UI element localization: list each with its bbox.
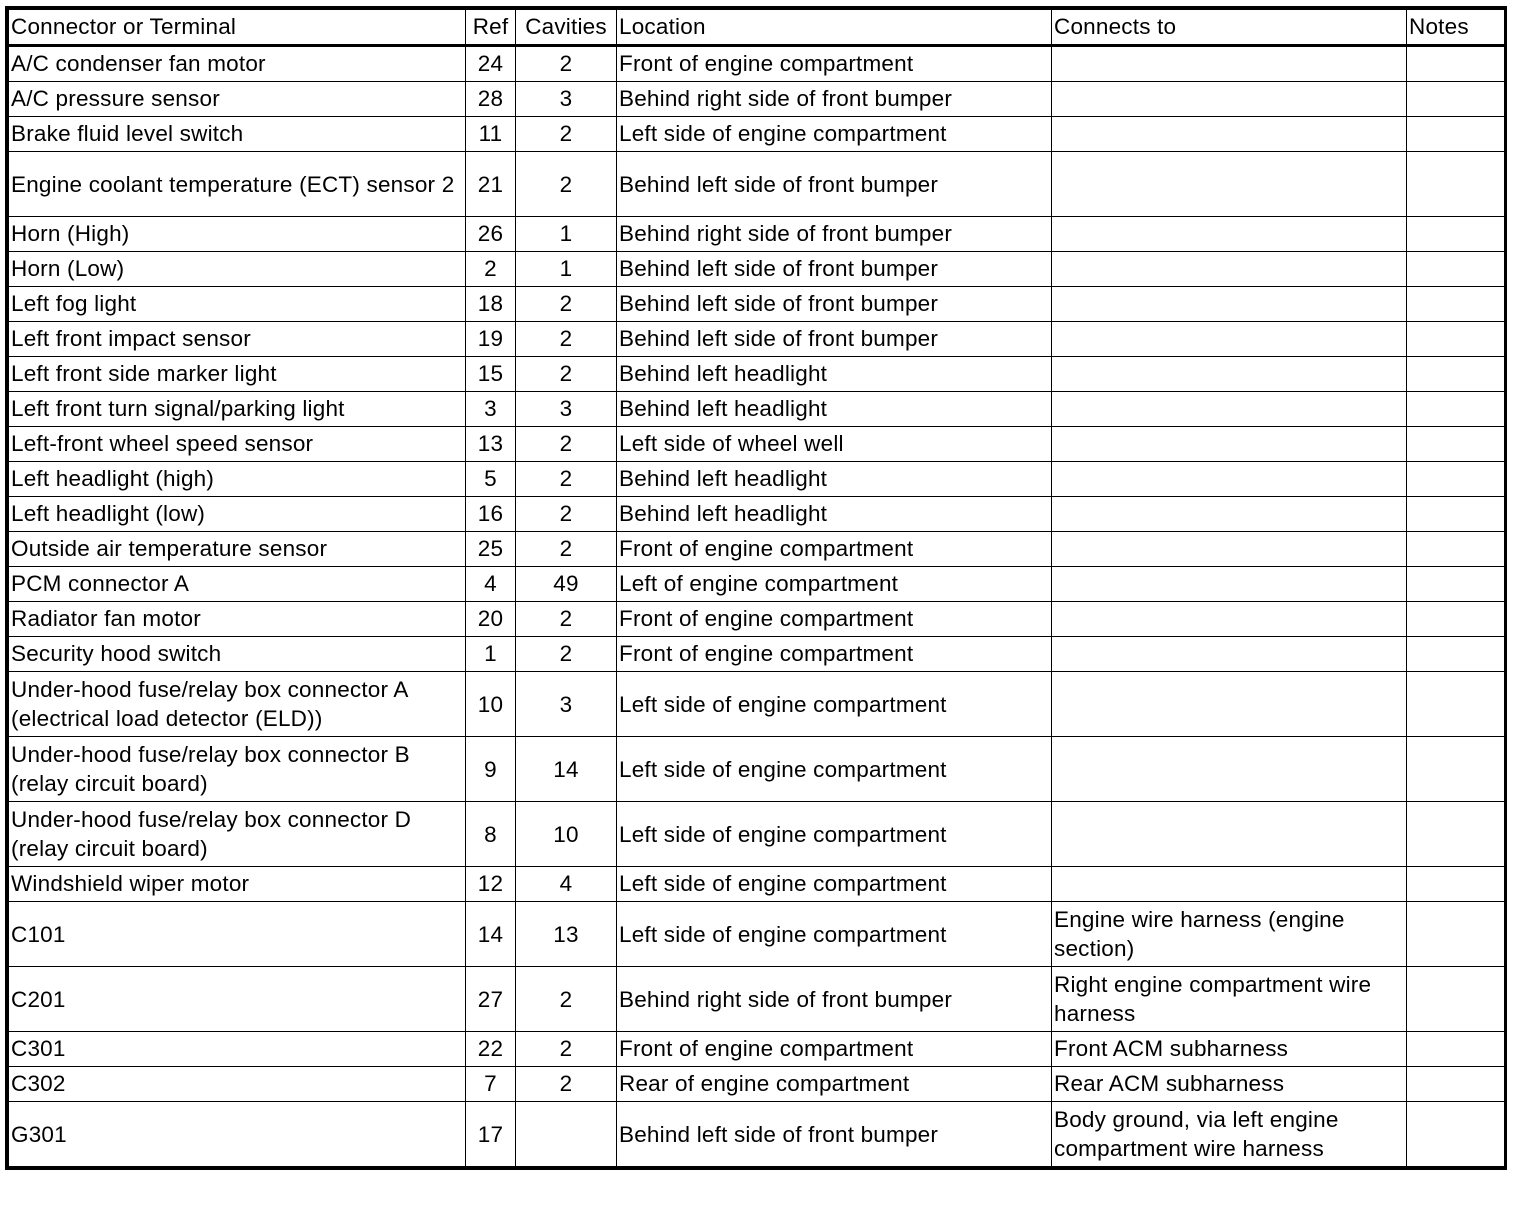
cell-notes	[1407, 82, 1505, 117]
cell-location: Behind left side of front bumper	[617, 1102, 1052, 1167]
cell-ref: 2	[466, 252, 516, 287]
header-ref: Ref	[466, 10, 516, 46]
cell-connector: C302	[9, 1067, 466, 1102]
cell-ref: 10	[466, 672, 516, 737]
cell-location: Rear of engine compartment	[617, 1067, 1052, 1102]
cell-connects-to	[1052, 152, 1407, 217]
cell-cavities: 14	[516, 737, 617, 802]
cell-connector: Left headlight (low)	[9, 497, 466, 532]
cell-cavities: 4	[516, 867, 617, 902]
cell-location: Left side of engine compartment	[617, 672, 1052, 737]
cell-connects-to	[1052, 46, 1407, 82]
cell-notes	[1407, 497, 1505, 532]
cell-connector: Left headlight (high)	[9, 462, 466, 497]
cell-location: Front of engine compartment	[617, 532, 1052, 567]
table-row	[9, 802, 1505, 867]
cell-connector: A/C condenser fan motor	[9, 46, 466, 82]
cell-connects-to	[1052, 802, 1407, 867]
cell-connector: Left-front wheel speed sensor	[9, 427, 466, 462]
cell-notes	[1407, 532, 1505, 567]
cell-ref: 20	[466, 602, 516, 637]
connector-table-frame	[5, 6, 1507, 1170]
cell-connector: C201	[9, 967, 466, 1032]
cell-ref: 7	[466, 1067, 516, 1102]
table-row	[9, 737, 1505, 802]
cell-notes	[1407, 1067, 1505, 1102]
table-row	[9, 357, 1505, 392]
cell-location: Left side of wheel well	[617, 427, 1052, 462]
cell-notes	[1407, 117, 1505, 152]
cell-ref: 15	[466, 357, 516, 392]
cell-connects-to: Rear ACM subharness	[1052, 1067, 1407, 1102]
cell-notes	[1407, 322, 1505, 357]
cell-connector: Engine coolant temperature (ECT) sensor 2	[9, 152, 466, 217]
header-row	[9, 10, 1505, 46]
cell-cavities: 49	[516, 567, 617, 602]
cell-notes	[1407, 392, 1505, 427]
cell-location: Left side of engine compartment	[617, 117, 1052, 152]
cell-ref: 21	[466, 152, 516, 217]
cell-ref: 14	[466, 902, 516, 967]
cell-connects-to	[1052, 602, 1407, 637]
cell-connects-to	[1052, 637, 1407, 672]
cell-cavities: 2	[516, 46, 617, 82]
table-row	[9, 602, 1505, 637]
cell-connector: Left front turn signal/parking light	[9, 392, 466, 427]
cell-location: Behind left side of front bumper	[617, 287, 1052, 322]
cell-connects-to	[1052, 427, 1407, 462]
cell-connector: A/C pressure sensor	[9, 82, 466, 117]
cell-cavities: 3	[516, 392, 617, 427]
cell-cavities: 2	[516, 152, 617, 217]
cell-connects-to	[1052, 357, 1407, 392]
cell-connector: C101	[9, 902, 466, 967]
table-row	[9, 1067, 1505, 1102]
cell-location: Front of engine compartment	[617, 637, 1052, 672]
connector-table	[8, 9, 1505, 1167]
table-row	[9, 637, 1505, 672]
cell-connects-to	[1052, 497, 1407, 532]
cell-ref: 27	[466, 967, 516, 1032]
cell-connector: PCM connector A	[9, 567, 466, 602]
table-row	[9, 427, 1505, 462]
cell-notes	[1407, 672, 1505, 737]
cell-cavities: 2	[516, 462, 617, 497]
table-row	[9, 902, 1505, 967]
cell-cavities: 2	[516, 497, 617, 532]
cell-notes	[1407, 252, 1505, 287]
cell-cavities: 2	[516, 117, 617, 152]
cell-connects-to: Right engine compartment wire harness	[1052, 967, 1407, 1032]
cell-notes	[1407, 427, 1505, 462]
cell-notes	[1407, 567, 1505, 602]
cell-notes	[1407, 357, 1505, 392]
cell-cavities: 2	[516, 967, 617, 1032]
cell-ref: 8	[466, 802, 516, 867]
table-row	[9, 532, 1505, 567]
cell-notes	[1407, 287, 1505, 322]
cell-connects-to	[1052, 672, 1407, 737]
cell-ref: 3	[466, 392, 516, 427]
table-row	[9, 967, 1505, 1032]
cell-connector: Windshield wiper motor	[9, 867, 466, 902]
cell-ref: 28	[466, 82, 516, 117]
cell-cavities: 3	[516, 672, 617, 737]
cell-cavities: 3	[516, 82, 617, 117]
cell-ref: 19	[466, 322, 516, 357]
cell-ref: 22	[466, 1032, 516, 1067]
cell-cavities	[516, 1102, 617, 1167]
cell-connector: Left fog light	[9, 287, 466, 322]
cell-location: Behind left headlight	[617, 357, 1052, 392]
cell-notes	[1407, 637, 1505, 672]
cell-cavities: 2	[516, 1032, 617, 1067]
table-row	[9, 497, 1505, 532]
cell-cavities: 2	[516, 287, 617, 322]
table-row	[9, 287, 1505, 322]
cell-location: Behind left headlight	[617, 392, 1052, 427]
cell-connector: Radiator fan motor	[9, 602, 466, 637]
cell-location: Behind right side of front bumper	[617, 967, 1052, 1032]
cell-cavities: 2	[516, 427, 617, 462]
cell-ref: 26	[466, 217, 516, 252]
table-row	[9, 567, 1505, 602]
cell-notes	[1407, 737, 1505, 802]
cell-notes	[1407, 967, 1505, 1032]
cell-ref: 12	[466, 867, 516, 902]
cell-cavities: 2	[516, 602, 617, 637]
cell-notes	[1407, 1102, 1505, 1167]
cell-location: Behind left side of front bumper	[617, 252, 1052, 287]
cell-notes	[1407, 152, 1505, 217]
cell-ref: 25	[466, 532, 516, 567]
table-row	[9, 1102, 1505, 1167]
cell-ref: 17	[466, 1102, 516, 1167]
cell-cavities: 2	[516, 1067, 617, 1102]
cell-connector: Left front impact sensor	[9, 322, 466, 357]
cell-connector: Brake fluid level switch	[9, 117, 466, 152]
table-row	[9, 672, 1505, 737]
cell-ref: 4	[466, 567, 516, 602]
cell-ref: 13	[466, 427, 516, 462]
cell-location: Behind right side of front bumper	[617, 217, 1052, 252]
cell-location: Left side of engine compartment	[617, 737, 1052, 802]
cell-connector: Security hood switch	[9, 637, 466, 672]
table-row	[9, 82, 1505, 117]
cell-location: Behind left side of front bumper	[617, 322, 1052, 357]
table-row	[9, 392, 1505, 427]
cell-connects-to	[1052, 532, 1407, 567]
cell-notes	[1407, 602, 1505, 637]
table-row	[9, 252, 1505, 287]
cell-ref: 9	[466, 737, 516, 802]
cell-location: Left side of engine compartment	[617, 802, 1052, 867]
table-row	[9, 46, 1505, 82]
cell-notes	[1407, 1032, 1505, 1067]
cell-connects-to	[1052, 82, 1407, 117]
cell-connects-to	[1052, 322, 1407, 357]
table-row	[9, 117, 1505, 152]
cell-location: Left side of engine compartment	[617, 867, 1052, 902]
header-connector: Connector or Terminal	[9, 10, 466, 46]
table-row	[9, 217, 1505, 252]
cell-location: Front of engine compartment	[617, 1032, 1052, 1067]
header-cavities: Cavities	[516, 10, 617, 46]
cell-location: Behind left side of front bumper	[617, 152, 1052, 217]
cell-cavities: 2	[516, 637, 617, 672]
cell-connector: Under-hood fuse/relay box connector D (relay circuit board)	[9, 802, 466, 867]
cell-connects-to	[1052, 392, 1407, 427]
cell-cavities: 1	[516, 217, 617, 252]
cell-connector: Left front side marker light	[9, 357, 466, 392]
cell-connects-to: Engine wire harness (engine section)	[1052, 902, 1407, 967]
cell-connector: G301	[9, 1102, 466, 1167]
table-row	[9, 152, 1505, 217]
cell-connects-to	[1052, 567, 1407, 602]
cell-connects-to	[1052, 287, 1407, 322]
header-notes: Notes	[1407, 10, 1505, 46]
table-row	[9, 462, 1505, 497]
header-connects-to: Connects to	[1052, 10, 1407, 46]
cell-connects-to	[1052, 737, 1407, 802]
cell-connector: C301	[9, 1032, 466, 1067]
cell-cavities: 2	[516, 532, 617, 567]
cell-cavities: 10	[516, 802, 617, 867]
cell-ref: 16	[466, 497, 516, 532]
cell-location: Behind left headlight	[617, 462, 1052, 497]
cell-location: Behind right side of front bumper	[617, 82, 1052, 117]
cell-ref: 5	[466, 462, 516, 497]
cell-ref: 1	[466, 637, 516, 672]
cell-connects-to	[1052, 252, 1407, 287]
cell-notes	[1407, 46, 1505, 82]
cell-cavities: 2	[516, 357, 617, 392]
cell-ref: 24	[466, 46, 516, 82]
cell-connects-to: Front ACM subharness	[1052, 1032, 1407, 1067]
cell-location: Left side of engine compartment	[617, 902, 1052, 967]
cell-notes	[1407, 462, 1505, 497]
table-row	[9, 1032, 1505, 1067]
cell-notes	[1407, 902, 1505, 967]
table-row	[9, 867, 1505, 902]
cell-notes	[1407, 802, 1505, 867]
cell-connects-to	[1052, 217, 1407, 252]
cell-ref: 18	[466, 287, 516, 322]
table-row	[9, 322, 1505, 357]
cell-location: Front of engine compartment	[617, 602, 1052, 637]
cell-connector: Horn (High)	[9, 217, 466, 252]
cell-cavities: 2	[516, 322, 617, 357]
cell-location: Front of engine compartment	[617, 46, 1052, 82]
cell-ref: 11	[466, 117, 516, 152]
cell-connector: Horn (Low)	[9, 252, 466, 287]
cell-location: Left of engine compartment	[617, 567, 1052, 602]
cell-notes	[1407, 867, 1505, 902]
cell-cavities: 13	[516, 902, 617, 967]
cell-connector: Outside air temperature sensor	[9, 532, 466, 567]
cell-connects-to	[1052, 117, 1407, 152]
cell-notes	[1407, 217, 1505, 252]
cell-connects-to: Body ground, via left engine compartment wire harness	[1052, 1102, 1407, 1167]
cell-connector: Under-hood fuse/relay box connector A (electrical load detector (ELD))	[9, 672, 466, 737]
table-body	[9, 46, 1505, 1167]
cell-location: Behind left headlight	[617, 497, 1052, 532]
header-location: Location	[617, 10, 1052, 46]
cell-connects-to	[1052, 462, 1407, 497]
cell-connector: Under-hood fuse/relay box connector B (relay circuit board)	[9, 737, 466, 802]
cell-connects-to	[1052, 867, 1407, 902]
cell-cavities: 1	[516, 252, 617, 287]
